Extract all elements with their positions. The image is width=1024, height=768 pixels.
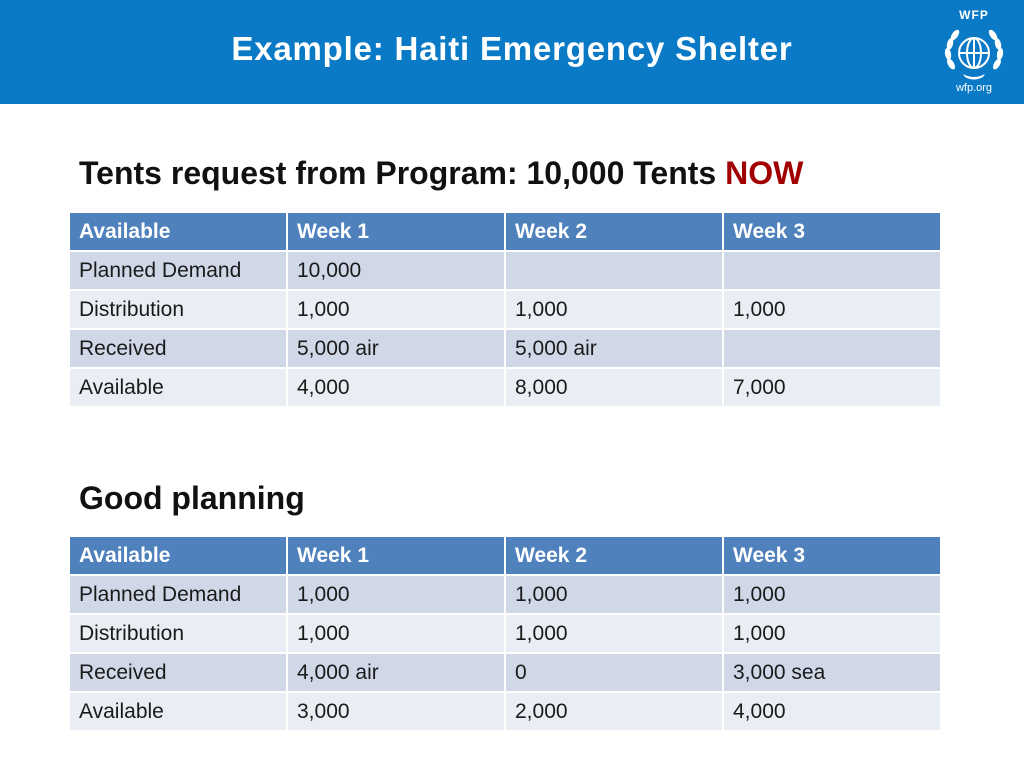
section-heading-good-planning: [79, 480, 305, 517]
table-cell: 2,000: [506, 693, 722, 730]
header-bar: [0, 0, 1024, 104]
table-cell: Planned Demand: [70, 252, 286, 289]
table-cell: [724, 330, 940, 367]
table-cell: 1,000: [288, 615, 504, 652]
column-header: Week 2: [506, 213, 722, 250]
table-cell: [724, 252, 940, 289]
table-cell: 1,000: [288, 576, 504, 613]
table-row: [70, 369, 940, 406]
table-cell: 3,000 sea: [724, 654, 940, 691]
table-cell: 5,000 air: [506, 330, 722, 367]
table-cell: 10,000: [288, 252, 504, 289]
table-cell: Distribution: [70, 291, 286, 328]
wfp-logo: [936, 6, 1012, 98]
column-header: Week 2: [506, 537, 722, 574]
table-cell: 1,000: [288, 291, 504, 328]
table-cell: 1,000: [506, 291, 722, 328]
table-cell: Distribution: [70, 615, 286, 652]
column-header: Week 1: [288, 213, 504, 250]
table-cell: 8,000: [506, 369, 722, 406]
table-row: [70, 291, 940, 328]
tents-request-table: [68, 211, 942, 408]
column-header: Week 1: [288, 537, 504, 574]
table-header-row: [70, 537, 940, 574]
logo-text-bottom: wfp.org: [955, 82, 993, 94]
table-cell: Received: [70, 330, 286, 367]
logo-text-top: WFP: [959, 8, 989, 22]
table-cell: Available: [70, 369, 286, 406]
table-cell: 7,000: [724, 369, 940, 406]
table-cell: 4,000 air: [288, 654, 504, 691]
table-row: [70, 252, 940, 289]
column-header: Week 3: [724, 537, 940, 574]
column-header: Available: [70, 537, 286, 574]
table-cell: 1,000: [506, 576, 722, 613]
table-row: [70, 330, 940, 367]
table-cell: 1,000: [724, 576, 940, 613]
table-row: [70, 615, 940, 652]
table-cell: 1,000: [724, 615, 940, 652]
heading-text: Good planning: [79, 480, 305, 516]
table-cell: 1,000: [724, 291, 940, 328]
heading-highlight: NOW: [725, 155, 804, 191]
table-cell: 4,000: [288, 369, 504, 406]
table-cell: Available: [70, 693, 286, 730]
table-cell: [506, 252, 722, 289]
table-cell: 4,000: [724, 693, 940, 730]
table-row: [70, 576, 940, 613]
slide-title: Example: Haiti Emergency Shelter: [231, 30, 793, 67]
table-cell: Received: [70, 654, 286, 691]
column-header: Available: [70, 213, 286, 250]
table-header-row: [70, 213, 940, 250]
table-row: [70, 693, 940, 730]
wheat-wreath-icon: [941, 24, 1007, 82]
table-cell: Planned Demand: [70, 576, 286, 613]
table-cell: 0: [506, 654, 722, 691]
heading-text: Tents request from Program: 10,000 Tents: [79, 155, 717, 191]
table-cell: 5,000 air: [288, 330, 504, 367]
column-header: Week 3: [724, 213, 940, 250]
section-heading-tents-request: [79, 155, 803, 192]
good-planning-table: [68, 535, 942, 732]
table-cell: 3,000: [288, 693, 504, 730]
table-row: [70, 654, 940, 691]
table-cell: 1,000: [506, 615, 722, 652]
